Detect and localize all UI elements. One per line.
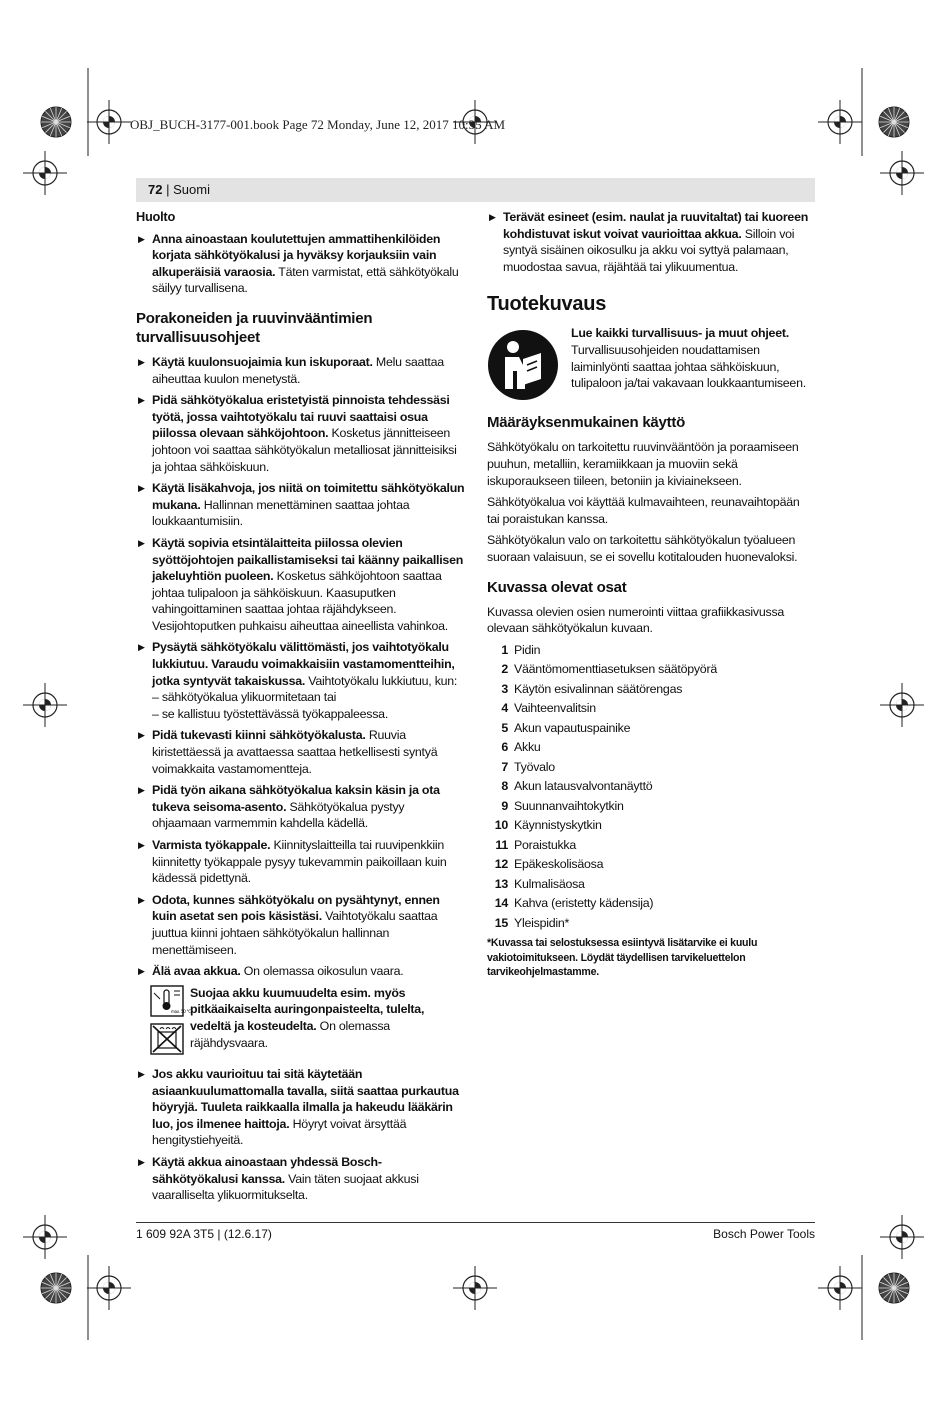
crosshair-mark (87, 100, 131, 144)
list-item (487, 739, 815, 756)
arrow-bullet-icon: ▶ (138, 356, 145, 367)
page-indicator (148, 182, 210, 197)
battery-warning (136, 985, 466, 1060)
page-separator: | (166, 182, 170, 197)
registration-mark-top-left (41, 68, 88, 156)
dash-item: – se kallistuu työstettävässä työkappaleessa. (152, 706, 389, 721)
bullet-bold: Varmista työkappale. (152, 838, 271, 852)
no-water-icon (150, 1023, 184, 1055)
list-item (487, 720, 815, 737)
bullet-item (136, 727, 466, 777)
bullet-item (136, 231, 466, 297)
parts-heading: Kuvassa olevat osat (487, 578, 627, 596)
bullet-bold: Anna ainoastaan koulutettujen ammattihenkilöiden korjata sähkötyökalusi ja hyväksy korjauksiin vain alkuperäisiä varaosia. (152, 231, 441, 279)
huolto-heading: Huolto (136, 209, 176, 224)
read-instructions-notice (487, 325, 815, 401)
bullet-text: Hallinnan menettäminen saattaa johtaa loukkaantumisiin. (152, 497, 410, 529)
footer-doc-number: 1 609 92A 3T5 | (12.6.17) (136, 1227, 272, 1241)
arrow-bullet-icon: ▶ (138, 642, 145, 653)
paragraph: Sähkötyökalun valo on tarkoitettu sähkötyökalun työalueen suoraan valaisuun, se ei sovellu kotitalouden huonevaloksi. (487, 533, 798, 564)
list-item (487, 759, 815, 776)
bullet-item (136, 1154, 466, 1204)
list-item (487, 856, 815, 873)
bullet-text: Vain täten suojaat akkusi vaaralliselta ylikuormitukselta. (152, 1171, 419, 1203)
dash-item: – sähkötyökalua ylikuormitetaan tai (152, 690, 337, 705)
bullet-text: Kosketus sähköjohtoon saattaa johtaa tulipaloon ja sähköiskuun. Kaasuputken vahingoittaminen saattaa johtaa räjähdykseen. Vesijohtoputken puhkaisu aiheuttaa aineellista vahinkoa. (152, 569, 448, 633)
bullet-bold: Pysäytä sähkötyökalu välittömästi, jos vaihtotyökalu lukkiutuu. Varaudu voimakkaisiin vastamomentteihin, jotka syntyvät takaiskussa. (152, 640, 455, 688)
bullet-item (136, 480, 466, 530)
bullet-text: Silloin voi syntyä sisäinen oikosulku ja akku voi syttyä palamaan, muodostaa savua, räjähtää tai ylikuumentua. (503, 226, 795, 274)
crosshair-mark (880, 151, 924, 195)
part-label: Vaihteenvalitsin (514, 701, 596, 716)
bullet-text: Sähkötyökalua pystyy ohjaamaan varmemmin kahdella kädellä. (152, 799, 405, 831)
notice-bold: Lue kaikki turvallisuus- ja muut ohjeet. (571, 326, 789, 341)
left-column (136, 209, 466, 1209)
page-header-bar (136, 178, 815, 202)
bullet-bold: Käytä sopivia etsintälaitteita piilossa olevien syöttöjohtojen paikallistamiseksi tai käänny paikallisen jakeluyhtiön puoleen. (152, 535, 464, 584)
bullet-text: Höyryt voivat ärsyttää hengitystiehyeitä. (152, 1116, 407, 1148)
warning-normal: On olemassa räjähdysvaara. (190, 1018, 390, 1050)
footer-rule (136, 1222, 815, 1223)
bullet-bold: Älä avaa akkua. (152, 964, 241, 979)
crosshair-mark (23, 683, 67, 727)
arrow-bullet-icon: ▶ (138, 966, 145, 977)
bullet-item (136, 392, 466, 475)
part-label: Käynnistyskytkin (514, 818, 602, 833)
crosshair-mark (87, 1266, 131, 1310)
registration-mark-top-right (879, 107, 909, 137)
footer-brand: Bosch Power Tools (713, 1227, 815, 1241)
list-item (487, 642, 815, 659)
crosshair-mark (880, 683, 924, 727)
arrow-bullet-icon: ▶ (138, 537, 145, 548)
bullet-text: Täten varmistat, että sähkötyökalu säilyy turvallisena. (152, 264, 459, 296)
bullet-item (136, 782, 466, 832)
notice-normal: Turvallisuusohjeiden noudattamisen laiminlyönti saattaa johtaa sähköiskuun, tulipaloon ja/tai vakavaan loukkaantumiseen. (571, 342, 806, 391)
list-item (487, 895, 815, 912)
arrow-bullet-icon: ▶ (138, 1068, 145, 1079)
temperature-label: max. 50 °C (171, 1008, 191, 1014)
part-label: Kahva (eristetty kädensija) (514, 896, 654, 911)
bullet-bold: Pidä sähkötyökalua eristetyistä pinnoista tehdessäsi työtä, jossa vaihtotyökalu tai ruuvi saattaisi osua piilossa olevaan sähköjohtoon. (152, 393, 450, 441)
bullet-item (136, 892, 466, 958)
part-label: Käytön esivalinnan säätörengas (514, 681, 683, 696)
part-number: 9 (501, 798, 508, 813)
bullet-text: On olemassa oikosulun vaara. (240, 964, 404, 979)
list-item (487, 876, 815, 893)
book-header: OBJ_BUCH-3177-001.book Page 72 Monday, June 12, 2017 10:35 AM (130, 117, 506, 132)
bullet-text: Vaihtotyökalu saattaa juuttua kiinni johtaen sähkötyökalun hallinnan menettämiseen. (152, 909, 438, 957)
warning-icons (150, 985, 190, 1060)
bullet-bold: Käytä kuulonsuojaimia kun iskuporaat. (152, 354, 373, 369)
paragraph: Sähkötyökalu on tarkoitettu ruuvinvääntöön ja poraamiseen puuhun, metalliin, keramiikkaan ja muoviin sekä iskuporaukseen tiileen, betoniin ja kiviainekseen. (487, 440, 799, 488)
part-number: 3 (501, 681, 508, 696)
part-number: 4 (501, 701, 508, 716)
intended-use-heading: Määräyksenmukainen käyttö (487, 414, 686, 432)
arrow-bullet-icon: ▶ (138, 395, 145, 406)
page-number: 72 (148, 182, 163, 197)
bullet-text: Ruuvia kiristettäessä ja avattaessa saattaa hetkellisesti syntyä voimakkaita vastamomentteja. (152, 728, 438, 776)
part-number: 13 (494, 876, 508, 891)
bullet-bold: Pidä työn aikana sähkötyökalua kaksin käsin ja ota tukeva seisoma-asento. (152, 783, 440, 814)
registration-mark-bottom-right (879, 1273, 909, 1303)
right-column (487, 209, 815, 980)
part-number: 8 (501, 779, 508, 794)
registration-mark-bottom-left (41, 1273, 71, 1303)
list-item (487, 837, 815, 854)
bullet-bold: Odota, kunnes sähkötyökalu on pysähtynyt, ennen kuin asetat sen pois käsistäsi. (152, 892, 440, 924)
bullet-text: Kiinnityslaitteilla tai ruuvipenkkiin kiinnitetty työkappale pysyy tukevammin paikoillaan kuin kädessä pidettynä. (152, 838, 447, 886)
list-item (487, 700, 815, 717)
part-number: 12 (494, 857, 508, 872)
read-manual-icon (487, 329, 559, 401)
part-label: Suunnanvaihtokytkin (514, 798, 624, 813)
crosshair-mark (453, 1266, 497, 1310)
temperature-sun-icon (150, 985, 191, 1017)
arrow-bullet-icon: ▶ (138, 483, 145, 494)
part-label: Pidin (514, 642, 541, 657)
bullet-text: Melu saattaa aiheuttaa kuulon menetystä. (152, 354, 444, 386)
arrow-bullet-icon: ▶ (138, 1156, 145, 1167)
bullet-item (136, 354, 466, 387)
arrow-bullet-icon: ▶ (138, 840, 145, 850)
part-number: 11 (495, 837, 508, 852)
section-heading: Porakoneiden ja ruuvinvääntimien turvallisuusohjeet (136, 309, 373, 346)
part-number: 5 (501, 720, 508, 735)
arrow-bullet-icon: ▶ (489, 212, 496, 222)
arrow-bullet-icon: ▶ (138, 233, 145, 244)
bullet-bold: Pidä tukevasti kiinni sähkötyökalusta. (152, 728, 366, 743)
bullet-item (136, 639, 466, 722)
part-label: Yleispidin* (514, 915, 570, 930)
crosshair-mark (818, 100, 862, 144)
arrow-bullet-icon: ▶ (138, 894, 145, 905)
part-number: 7 (501, 759, 508, 774)
crosshair-mark (23, 151, 67, 195)
part-number: 1 (501, 642, 508, 657)
arrow-bullet-icon: ▶ (138, 730, 145, 741)
part-number: 10 (494, 818, 508, 833)
warning-bold: Suojaa akku kuumuudelta esim. myös pitkäaikaiselta auringonpaisteelta, tulelta, vedeltä ja kosteudelta. (190, 985, 425, 1033)
part-label: Akku (514, 740, 541, 755)
bullet-text: Vaihtotyökalu lukkiutuu, kun: (305, 673, 458, 688)
part-label: Akun latausvalvontanäyttö (514, 779, 653, 794)
bullet-text: Kosketus jännitteiseen johtoon voi saattaa sähkötyökalun metalliosat jännitteisiksi ja johtaa sähköiskuun. (152, 426, 457, 474)
bullet-item (136, 837, 466, 887)
bullet-item (136, 535, 466, 635)
bullet-bold: Käytä lisäkahvoja, jos niitä on toimitettu sähkötyökalun mukana. (152, 481, 465, 512)
part-label: Työvalo (514, 759, 555, 774)
part-number: 15 (494, 915, 508, 930)
part-label: Akun vapautuspainike (514, 720, 631, 735)
paragraph: Sähkötyökalua voi käyttää kulmavaihteen, reunavaihtopään tai poraistukan kanssa. (487, 495, 800, 526)
part-label: Epäkeskolisäosa (514, 857, 604, 872)
bullet-bold: Käytä akkua ainoastaan yhdessä Bosch-sähkötyökalusi kanssa. (152, 1154, 382, 1186)
list-item (487, 915, 815, 932)
part-number: 14 (494, 896, 508, 911)
parts-intro: Kuvassa olevien osien numerointi viittaa grafiikkasivussa olevaan sähkötyökalun kuvaan. (487, 604, 785, 636)
warning-text (190, 985, 466, 1060)
part-number: 6 (501, 740, 508, 755)
bullet-bold: Jos akku vaurioituu tai sitä käytetään asiaankuulumattomalla tavalla, siitä saattaa purkautua höyryjä. Tuuleta raikkaalla ilmalla ja hakeudu lääkärin luo, jos ilmenee haittoja. (152, 1066, 459, 1131)
crosshair-mark (23, 1215, 67, 1259)
arrow-bullet-icon: ▶ (138, 785, 145, 796)
crosshair-mark (818, 1266, 862, 1310)
list-item (487, 817, 815, 834)
bullet-bold: Terävät esineet (esim. naulat ja ruuvitaltat) tai kuoreen kohdistuvat iskut voivat vaurioittaa akkua. (503, 210, 809, 241)
page-language: Suomi (173, 182, 210, 197)
list-item (487, 681, 815, 698)
notice-text (571, 325, 815, 401)
crosshair-mark (880, 1215, 924, 1259)
bullet-item (136, 963, 466, 980)
list-item (487, 661, 815, 678)
footnote: *Kuvassa tai selostuksessa esiintyvä lisätarvike ei kuulu vakiotoimitukseen. Löydät täydellisen tarvikeluettelon tarvikeohjelmastamme. (487, 937, 758, 979)
bullet-item (136, 1066, 466, 1149)
part-label: Kulmalisäosa (514, 876, 585, 891)
part-label: Poraistukka (514, 837, 576, 852)
list-item (487, 778, 815, 795)
part-number: 2 (501, 662, 508, 677)
parts-list (487, 642, 815, 932)
list-item (487, 798, 815, 815)
part-label: Vääntömomenttiasetuksen säätöpyörä (514, 662, 717, 677)
main-heading: Tuotekuvaus (487, 293, 607, 316)
bullet-item (487, 209, 815, 275)
